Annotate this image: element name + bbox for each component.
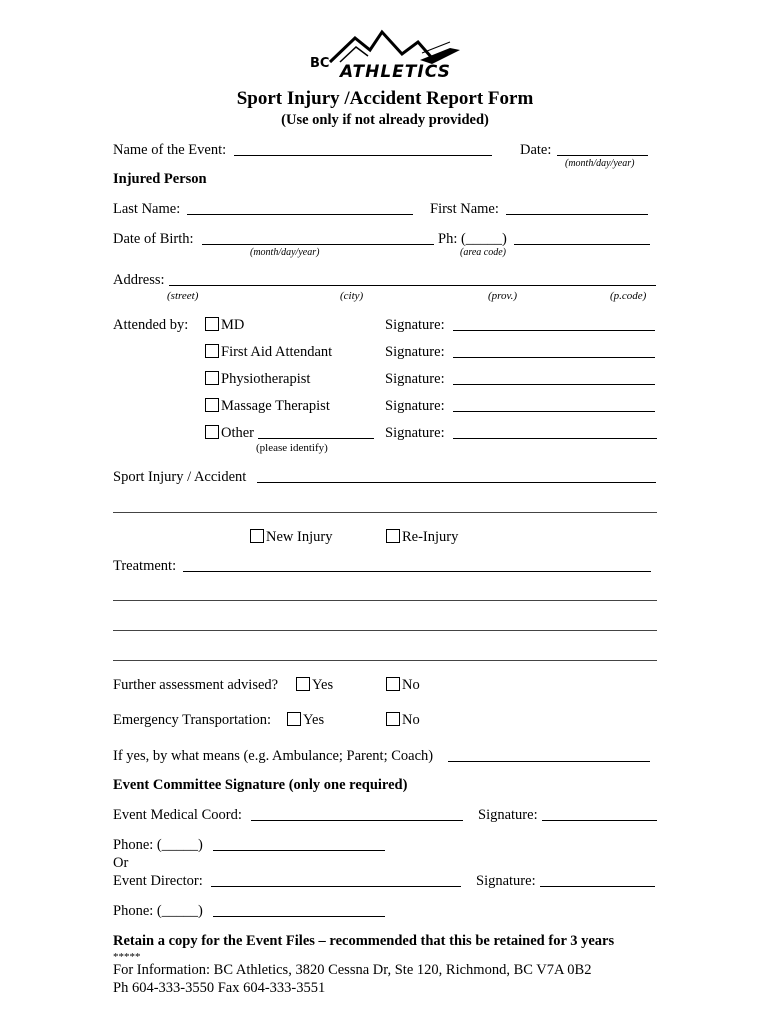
dob-label: Date of Birth:	[113, 231, 194, 247]
logo-athletics-text: ATHLETICS	[340, 62, 451, 82]
emergency-no-checkbox[interactable]	[386, 712, 400, 726]
address-label: Address:	[113, 272, 165, 288]
page-subtitle: (Use only if not already provided)	[281, 112, 489, 128]
md-label: MD	[221, 317, 245, 333]
area-code-hint: (area code)	[460, 247, 506, 258]
date-label: Date:	[520, 142, 552, 158]
treatment-field-line-2[interactable]	[113, 600, 657, 601]
committee-heading: Event Committee Signature (only one required)	[113, 777, 408, 793]
further-yes-label: Yes	[312, 677, 334, 693]
treatment-field[interactable]	[183, 571, 651, 572]
dob-field[interactable]	[202, 244, 434, 245]
physio-signature-field[interactable]	[453, 384, 655, 385]
further-assessment-label: Further assessment advised?	[113, 677, 279, 693]
injury-field-line-2[interactable]	[113, 512, 657, 513]
massage-signature-label: Signature:	[385, 398, 445, 414]
director-signature-field[interactable]	[540, 886, 655, 887]
or-label: Or	[113, 855, 129, 871]
emergency-no-label: No	[402, 712, 420, 728]
massage-signature-field[interactable]	[453, 411, 655, 412]
date-hint: (month/day/year)	[565, 158, 635, 169]
dob-hint: (month/day/year)	[250, 247, 320, 258]
medical-phone-label: Phone: (_____)	[113, 837, 203, 853]
further-no-label: No	[402, 677, 420, 693]
event-name-field[interactable]	[234, 155, 492, 156]
massage-label: Massage Therapist	[221, 398, 330, 414]
md-signature-label: Signature:	[385, 317, 445, 333]
first-aid-signature-label: Signature:	[385, 344, 445, 360]
phone-label: Ph: (_____)	[438, 231, 507, 247]
bc-athletics-logo	[300, 20, 470, 90]
other-field[interactable]	[258, 438, 374, 439]
director-label: Event Director:	[113, 873, 203, 889]
first-aid-checkbox[interactable]	[205, 344, 219, 358]
logo-bc-text: BC	[310, 56, 330, 71]
emergency-yes-label: Yes	[303, 712, 325, 728]
stars: *****	[113, 951, 141, 963]
other-signature-label: Signature:	[385, 425, 445, 441]
physio-checkbox[interactable]	[205, 371, 219, 385]
further-no-checkbox[interactable]	[386, 677, 400, 691]
physio-label: Physiotherapist	[221, 371, 311, 387]
new-injury-label: New Injury	[266, 529, 333, 545]
treatment-field-line-3[interactable]	[113, 630, 657, 631]
medical-signature-field[interactable]	[542, 820, 657, 821]
address-field[interactable]	[169, 285, 656, 286]
injury-label: Sport Injury / Accident	[113, 469, 247, 485]
info-line: For Information: BC Athletics, 3820 Cessna Dr, Ste 120, Richmond, BC V7A 0B2	[113, 962, 592, 978]
director-field[interactable]	[211, 886, 461, 887]
treatment-field-line-4[interactable]	[113, 660, 657, 661]
other-checkbox[interactable]	[205, 425, 219, 439]
director-signature-label: Signature:	[476, 873, 536, 889]
medical-signature-label: Signature:	[478, 807, 538, 823]
emergency-yes-checkbox[interactable]	[287, 712, 301, 726]
first-aid-signature-field[interactable]	[453, 357, 655, 358]
last-name-label: Last Name:	[113, 201, 181, 217]
re-injury-label: Re-Injury	[402, 529, 459, 545]
other-hint: (please identify)	[256, 442, 328, 454]
director-phone-label: Phone: (_____)	[113, 903, 203, 919]
city-hint: (city)	[340, 290, 364, 302]
medical-phone-field[interactable]	[213, 850, 385, 851]
md-checkbox[interactable]	[205, 317, 219, 331]
pcode-hint: (p.code)	[610, 290, 647, 302]
contact-line: Ph 604-333-3550 Fax 604-333-3551	[113, 980, 326, 996]
medical-coord-field[interactable]	[251, 820, 463, 821]
first-name-label: First Name:	[430, 201, 499, 217]
event-name-label: Name of the Event:	[113, 142, 227, 158]
other-signature-field[interactable]	[453, 438, 657, 439]
md-signature-field[interactable]	[453, 330, 655, 331]
retain-note: Retain a copy for the Event Files – recommended that this be retained for 3 years	[113, 933, 615, 949]
page-title: Sport Injury /Accident Report Form	[236, 88, 534, 109]
date-field[interactable]	[557, 155, 648, 156]
other-label: Other	[221, 425, 255, 441]
last-name-field[interactable]	[187, 214, 413, 215]
first-aid-label: First Aid Attendant	[221, 344, 333, 360]
attended-by-label: Attended by:	[113, 317, 189, 333]
massage-checkbox[interactable]	[205, 398, 219, 412]
physio-signature-label: Signature:	[385, 371, 445, 387]
further-yes-checkbox[interactable]	[296, 677, 310, 691]
phone-field[interactable]	[514, 244, 650, 245]
injured-person-heading: Injured Person	[113, 171, 207, 187]
treatment-label: Treatment:	[113, 558, 177, 574]
director-phone-field[interactable]	[213, 916, 385, 917]
first-name-field[interactable]	[506, 214, 648, 215]
injury-field[interactable]	[257, 482, 656, 483]
means-label: If yes, by what means (e.g. Ambulance; Parent; Coach)	[113, 748, 434, 764]
emergency-transport-label: Emergency Transportation:	[113, 712, 272, 728]
re-injury-checkbox[interactable]	[386, 529, 400, 543]
medical-coord-label: Event Medical Coord:	[113, 807, 242, 823]
means-field[interactable]	[448, 761, 650, 762]
prov-hint: (prov.)	[488, 290, 518, 302]
new-injury-checkbox[interactable]	[250, 529, 264, 543]
street-hint: (street)	[167, 290, 199, 302]
